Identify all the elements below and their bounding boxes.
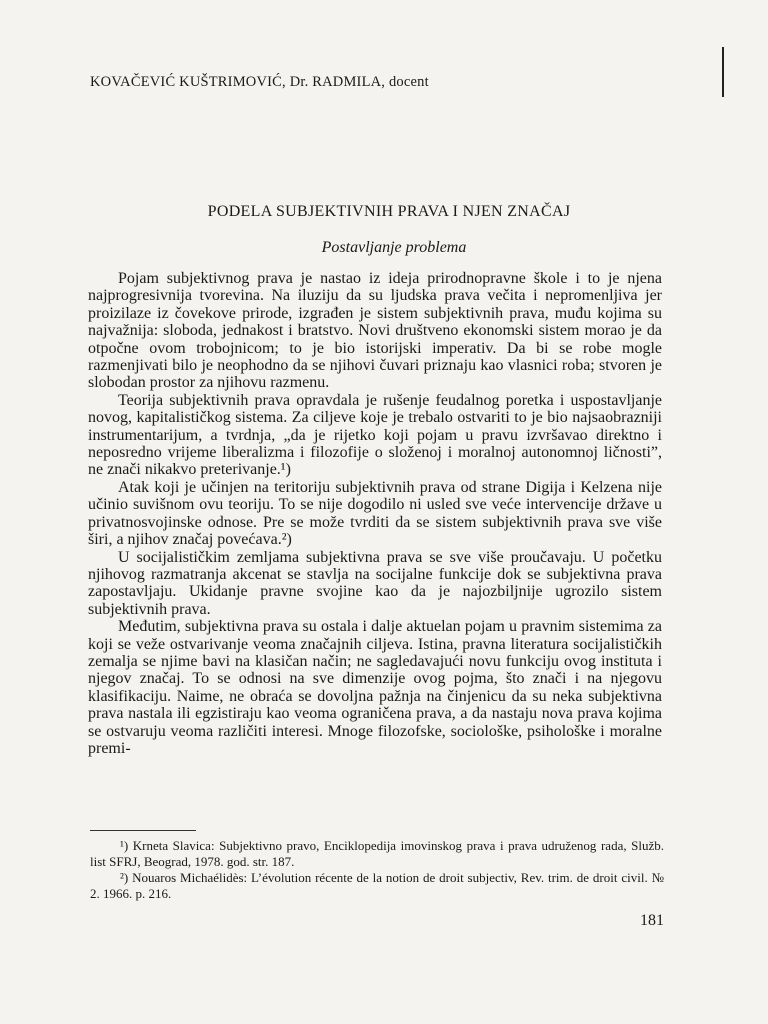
footnote-2: ²) Nouaros Michaélidès: L’évolution récente de la notion de droit subjectiv, Rev. trim. de droit civil. № 2. 1966. p. 216. — [90, 870, 664, 901]
paragraph-3: Atak koji je učinjen na teritoriju subjektivnih prava od strane Digija i Kelzena nije učinio suvišnom ovu teoriju. To se nije dogodilo ni usled sve veće intervencije države u privatnosvojinske odnose. Pre se može tvrditi da se sistem subjektivnih prava sve više širi, a njihov značaj povećava.²) — [88, 478, 662, 549]
paragraph-2: Teorija subjektivnih prava opravdala je rušenje feudalnog poretka i uspostavljanje novog, kapitalističkog sistema. Za ciljeve koje je trebalo ostvariti to je bio najsaobrazniji instrumentarijum, a tvrdnja, „da je rijetko koji pojam u pravu izvršavao direktno i neposredno vrijeme liberalizma i filozofije o složenoj i moralnoj autonomnoj ličnosti”, ne znači nikakvo preterivanje.¹) — [88, 391, 662, 479]
footnote-separator — [90, 830, 196, 831]
footnotes — [90, 838, 664, 902]
page-number: 181 — [640, 912, 664, 929]
paragraph-5: Međutim, subjektivna prava su ostala i dalje aktuelan pojam u pravnim sistemima za koji se veže ostvarivanje veoma značajnih ciljeva. Istina, pravna literatura socijalističkih zemalja se njime bavi na klasičan način; ne sagledavajući novu funkciju ovog instituta i njegov značaj. To se odnosi na sve dimenzije ovog pojma, što znači i na njegovu klasifikaciju. Naime, ne obraća se dovoljna pažnja na činjenicu da su neka subjektivna prava nastala ili egzistiraju kao veoma ograničena prava, a da nastaju nova prava kojima se ostvaruju veoma različiti interesi. Mnoge filozofske, sociološke, psihološke i moralne premi- — [88, 618, 662, 757]
body-text — [88, 270, 662, 757]
paragraph-1: Pojam subjektivnog prava je nastao iz ideja prirodnopravne škole i to je njena najprogresivnija tvorevina. Na iluziju da su ljudska prava večita i nepromenljiva jer proizilaze iz čovekove prirode, izgrađen je sistem subjektivnih prava, muđu kojima su najvažnija: sloboda, jednakost i bratstvo. Novi društveno ekonomski sistem morao je da otpočne ovom trobojnicom; to je bio istorijski imperativ. Da bi se robe mogle razmenjivati bilo je neophodno da se njihovi čuvari priznaju kao vlasnici roba; stvoren je slobodan prostor za njihovu razmenu. — [88, 270, 662, 392]
footnote-1: ¹) Krneta Slavica: Subjektivno pravo, Enciklopedija imovinskog prava i prava udruženog rada, Služb. list SFRJ, Beograd, 1978. god. str. 187. — [90, 838, 664, 869]
article-title: PODELA SUBJEKTIVNIH PRAVA I NJEN ZNAČAJ — [207, 203, 571, 220]
paragraph-4: U socijalističkim zemljama subjektivna prava se sve više proučavaju. U početku njihovog razmatranja akcenat se stavlja na socijalne funkcije dok se subjektivna prava zapostavljaju. Ukidanje pravne svojine kao da je najozbiljnije ugrozilo sistem subjektivnih prava. — [88, 548, 662, 618]
scan-margin-line — [722, 47, 724, 97]
section-subtitle: Postavljanje problema — [321, 239, 467, 256]
author-line: KOVAČEVIĆ KUŠTRIMOVIĆ, Dr. RADMILA, docent — [90, 74, 429, 90]
